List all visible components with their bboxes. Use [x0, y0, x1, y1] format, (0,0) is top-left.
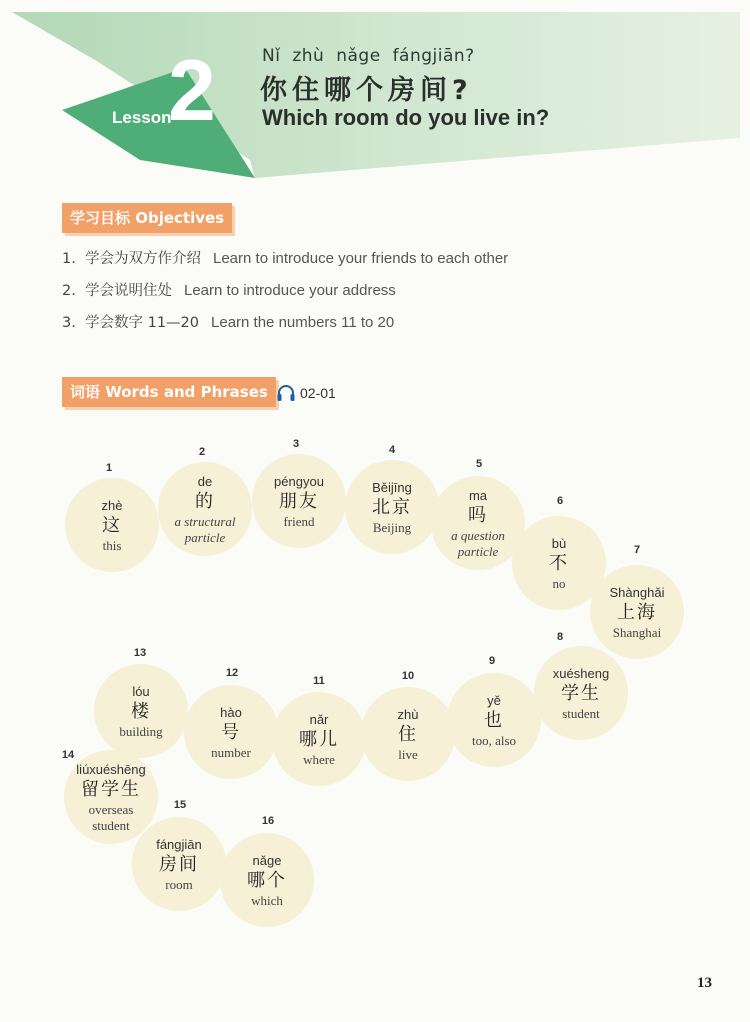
- objective-number: 1.: [62, 251, 76, 267]
- word-hanzi: 哪个: [247, 869, 287, 891]
- word-english: a question particle: [451, 527, 505, 559]
- word-pinyin: hào: [220, 704, 242, 720]
- lesson-label: Lesson: [112, 108, 172, 127]
- word-hanzi: 也: [484, 709, 504, 731]
- word-hanzi: 留学生: [81, 778, 141, 800]
- word-hanzi: 房间: [159, 853, 199, 875]
- word-pinyin: Shànghǎi: [609, 584, 665, 600]
- vocab-card-beijing: [345, 460, 439, 554]
- word-english: this: [102, 537, 122, 553]
- word-pinyin: liúxuéshēng: [76, 761, 146, 777]
- word-number: 2: [198, 446, 206, 458]
- word-hanzi: 学生: [561, 682, 601, 704]
- word-pinyin: xuésheng: [552, 665, 610, 681]
- word-number: 10: [401, 670, 415, 682]
- objective-english: Learn to introduce your friends to each other: [213, 250, 509, 267]
- word-pinyin: lóu: [132, 683, 150, 699]
- objective-chinese: 学会数字 11—20: [85, 315, 200, 331]
- word-number: 7: [633, 544, 641, 556]
- word-english: friend: [283, 513, 315, 529]
- objectives-list: [62, 248, 508, 344]
- word-english: student: [562, 705, 600, 721]
- objective-chinese: 学会说明住处: [85, 283, 172, 299]
- lesson-title-english: Which room do you live in?: [262, 105, 550, 130]
- vocab-card-lou: [94, 664, 188, 758]
- word-number: 14: [61, 749, 75, 761]
- word-hanzi: 朋友: [279, 490, 319, 512]
- vocab-card-de: [158, 462, 252, 556]
- word-english: Shanghai: [612, 624, 662, 640]
- word-number: 8: [556, 631, 564, 643]
- objectives-header: 学习目标 Objectives: [62, 203, 232, 233]
- vocab-card-zhu: [361, 687, 455, 781]
- word-english: where: [303, 751, 335, 767]
- vocab-card-ma: [431, 476, 525, 570]
- word-number: 12: [225, 667, 239, 679]
- word-hanzi: 不: [549, 552, 569, 574]
- word-number: 16: [261, 815, 275, 827]
- word-english: number: [211, 744, 251, 760]
- word-pinyin: ma: [468, 487, 488, 503]
- headphones-icon: [276, 384, 296, 402]
- word-hanzi: 上海: [617, 601, 657, 623]
- word-pinyin: zhè: [101, 497, 123, 513]
- word-pinyin: fángjiān: [156, 836, 202, 852]
- words-header: 词语 Words and Phrases: [62, 377, 276, 407]
- word-hanzi: 住: [398, 723, 418, 745]
- word-hanzi: 哪儿: [299, 728, 339, 750]
- lesson-title-chinese: 你住哪个房间?: [260, 75, 473, 106]
- word-number: 3: [292, 438, 300, 450]
- word-number: 6: [556, 495, 564, 507]
- word-pinyin: bù: [551, 535, 567, 551]
- word-pinyin: zhù: [397, 706, 419, 722]
- vocab-card-pengyou: [252, 454, 346, 548]
- word-number: 11: [313, 675, 325, 687]
- word-pinyin: Běijīng: [372, 479, 412, 495]
- lesson-number: 2: [168, 43, 216, 139]
- word-pinyin: nǎr: [309, 711, 329, 727]
- word-pinyin: yě: [487, 692, 501, 708]
- word-english: live: [398, 746, 418, 762]
- audio-track-button[interactable]: [276, 384, 336, 402]
- vocab-card-xuesheng: [534, 646, 628, 740]
- word-english: room: [165, 876, 193, 892]
- objective-item: [62, 312, 508, 344]
- word-number: 5: [475, 458, 483, 470]
- objective-chinese: 学会为双方作介绍: [85, 251, 201, 267]
- page-number: 13: [697, 975, 712, 991]
- word-english: which: [251, 892, 283, 908]
- objective-number: 3.: [62, 315, 76, 331]
- objective-english: Learn the numbers 11 to 20: [211, 314, 395, 331]
- objective-number: 2.: [62, 283, 76, 299]
- vocab-card-fangjian: [132, 817, 226, 911]
- word-pinyin: péngyou: [274, 473, 324, 489]
- word-hanzi: 这: [102, 514, 122, 536]
- vocab-card-shanghai: [590, 565, 684, 659]
- word-number: 13: [133, 647, 147, 659]
- word-hanzi: 的: [195, 490, 215, 512]
- word-english: building: [119, 723, 163, 739]
- word-english: no: [552, 575, 566, 591]
- word-hanzi: 楼: [131, 700, 151, 722]
- vocab-card-nar: [272, 692, 366, 786]
- word-number: 1: [105, 462, 113, 474]
- audio-track-label: 02-01: [300, 385, 336, 401]
- word-hanzi: 号: [221, 721, 241, 743]
- vocab-card-zhe: [65, 478, 159, 572]
- word-hanzi: 吗: [468, 504, 488, 526]
- objective-item: [62, 248, 508, 280]
- word-english: overseas student: [88, 801, 134, 833]
- word-number: 15: [173, 799, 187, 811]
- vocab-card-hao: [184, 685, 278, 779]
- word-english: Beijing: [372, 519, 412, 535]
- vocab-card-liuxuesheng: [64, 750, 158, 844]
- word-pinyin: de: [197, 473, 213, 489]
- word-english: a structural particle: [174, 513, 236, 545]
- word-pinyin: nǎge: [252, 852, 282, 868]
- word-english: too, also: [471, 732, 517, 748]
- objective-english: Learn to introduce your address: [184, 282, 396, 299]
- lesson-title-pinyin: Nǐ zhù nǎge fángjiān?: [262, 46, 475, 66]
- vocab-card-nage: [220, 833, 314, 927]
- vocab-card-ye: [447, 673, 541, 767]
- objective-item: [62, 280, 508, 312]
- word-number: 9: [488, 655, 496, 667]
- word-number: 4: [388, 444, 396, 456]
- word-hanzi: 北京: [372, 496, 412, 518]
